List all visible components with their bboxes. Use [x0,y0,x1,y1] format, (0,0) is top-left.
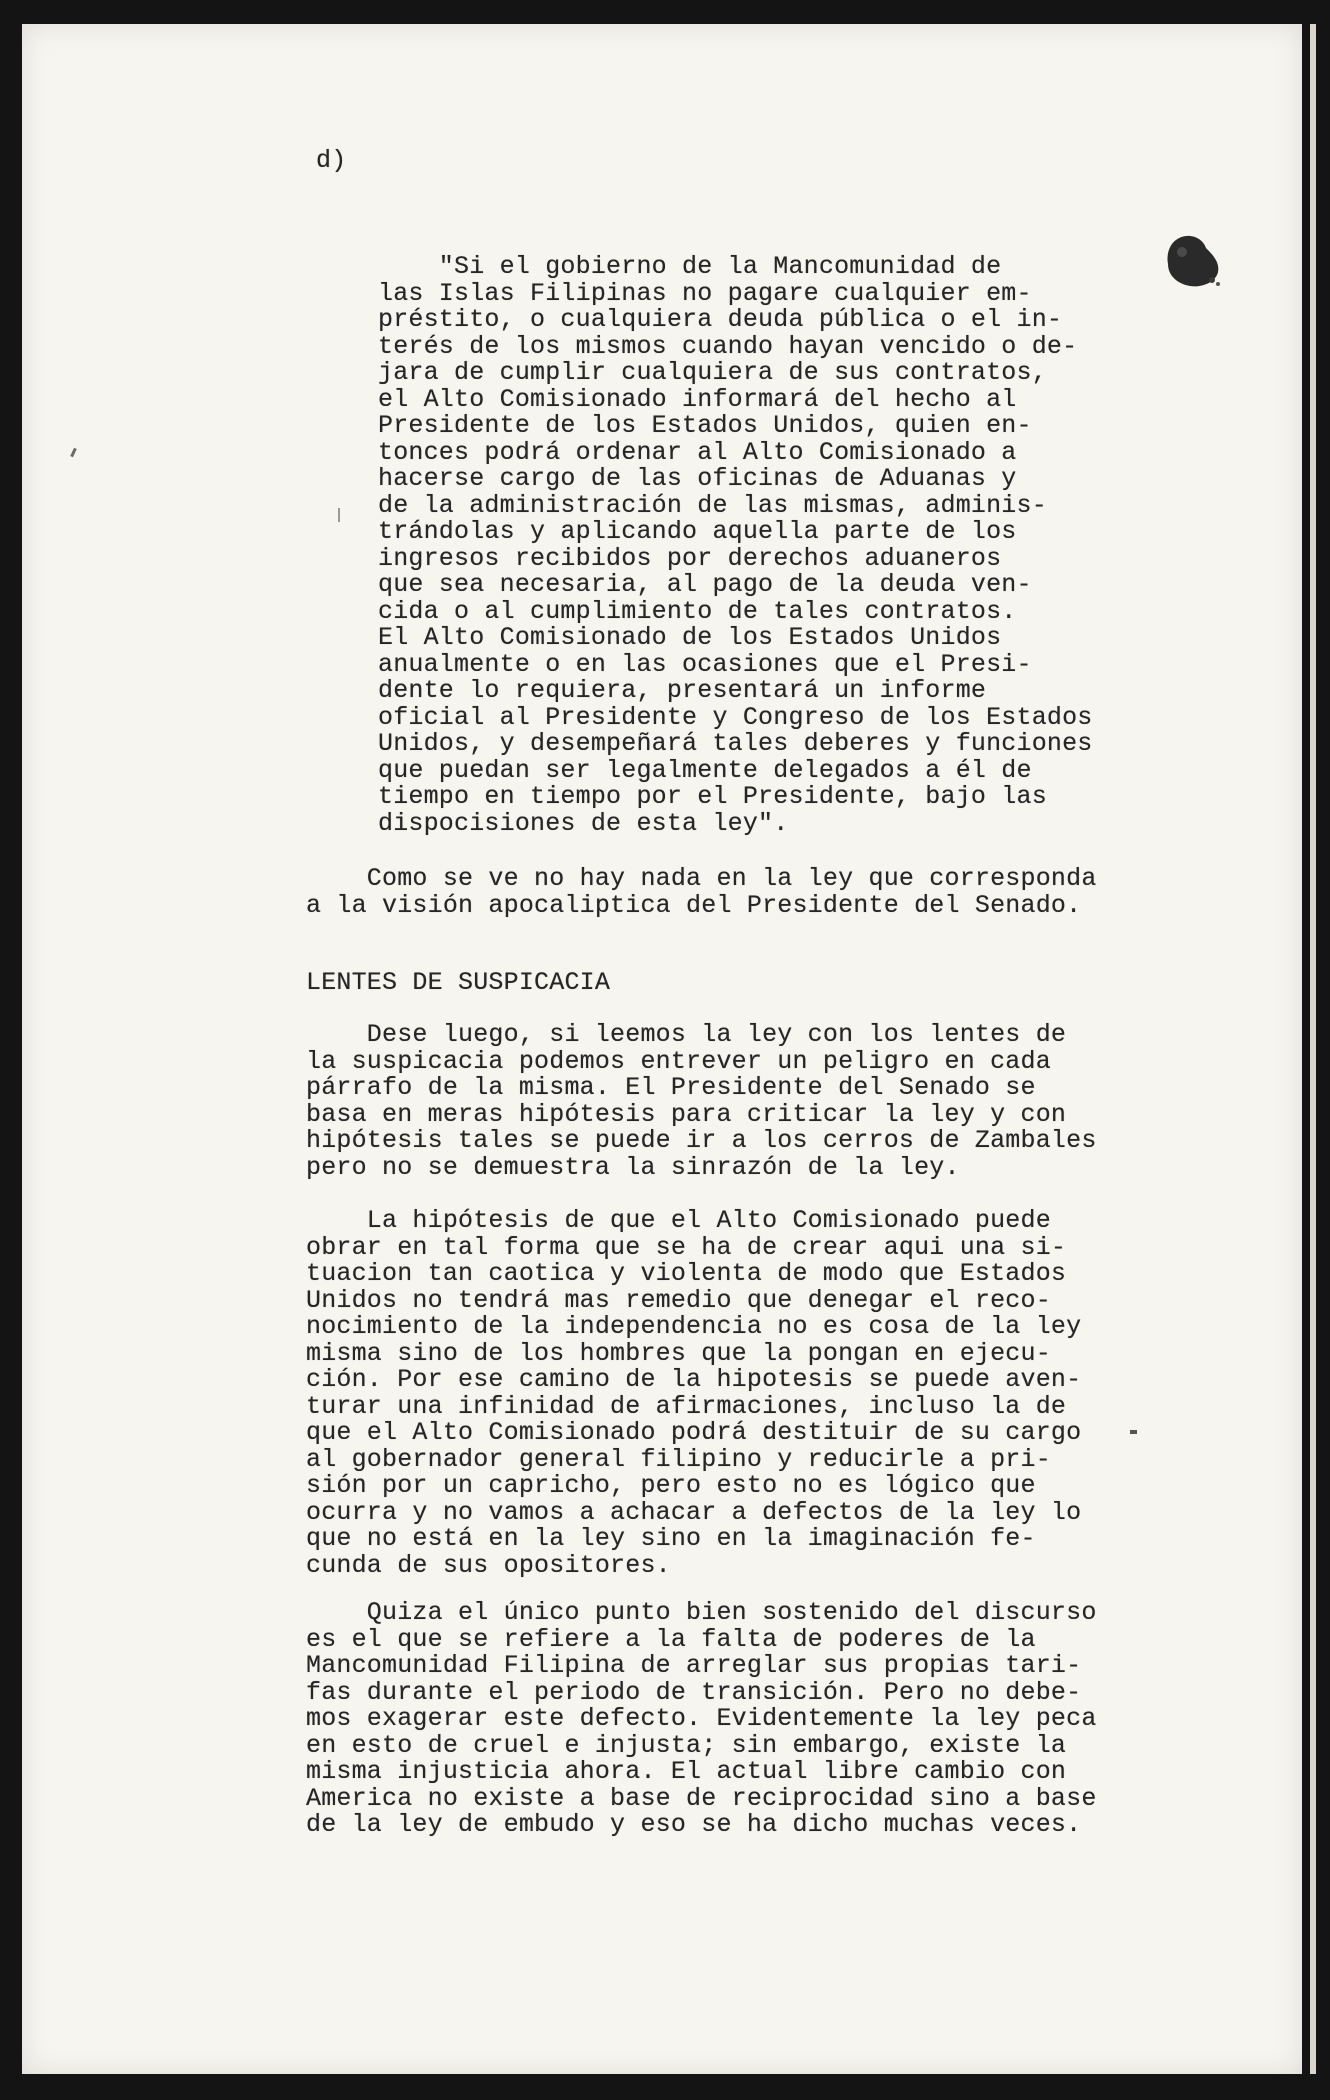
text-line: párrafo de la misma. El Presidente del Senado se [306,1073,1036,1102]
text-line: ción. Por ese camino de la hipotesis se puede aven- [306,1365,1082,1394]
text-line: obrar en tal forma que se ha de crear aqui una si- [306,1232,1067,1262]
text-line: al gobernador general filipino y reducirle a pri- [306,1444,1051,1474]
text-line: tuacion tan caotica y violenta de modo que Estados [306,1259,1067,1288]
text-line: ocurra y no vamos a achacar a defectos de la ley lo [306,1497,1082,1527]
text-line: cida o al cumplimiento de tales contratos. [378,596,1017,626]
text-line: Quiza el único punto bien sostenido del discurso [306,1598,1097,1627]
quoted-law-paragraph [378,254,1093,837]
text-line: hipótesis tales se puede ir a los cerros de Zambales [306,1126,1097,1155]
text-line: hacerse cargo de las oficinas de Aduanas y [378,464,1017,493]
text-line: turar una infinidad de afirmaciones, incluso la de [306,1391,1067,1421]
text-line: trándolas y aplicando aquella parte de los [378,517,1017,546]
stray-mark [338,508,340,522]
text-line: sión por un capricho, pero esto no es lógico que [306,1471,1036,1500]
text-line: dispocisiones de esta ley". [378,808,789,838]
text-line: misma injusticia ahora. El actual libre cambio con [306,1757,1067,1786]
text-line: misma sino de los hombres que la pongan en ejecu- [306,1338,1051,1368]
text-line: mos exagerar este defecto. Evidentemente la ley peca [306,1704,1097,1733]
paragraph-hipotesis [306,1208,1081,1579]
text-line: que no está en la ley sino en la imaginación fe- [306,1524,1036,1553]
paragraph-quiza [306,1600,1097,1839]
text-line: préstito, o cualquiera deuda pública o el in- [378,305,1063,334]
text-line: el Alto Comisionado informará del hecho al [378,384,1017,414]
text-line: anualmente o en las ocasiones que el Presi- [378,649,1032,679]
text-line: pero no se demuestra la sinrazón de la ley. [306,1152,960,1182]
text-line: nocimiento de la independencia no es cosa de la ley [306,1312,1082,1341]
text-line: dente lo requiera, presentará un informe [378,676,987,705]
text-line: Como se ve no hay nada en la ley que corresponda [306,864,1097,893]
text-line: de la ley de embudo y eso se ha dicho muchas veces. [306,1810,1082,1839]
stray-mark [1130,1430,1137,1434]
text-line: tonces podrá ordenar al Alto Comisionado a [378,437,1017,467]
text-line: Dese luego, si leemos la ley con los lentes de [306,1020,1067,1049]
text-line: Unidos no tendrá mas remedio que denegar el reco- [306,1285,1051,1315]
text-line: oficial al Presidente y Congreso de los Estados [378,702,1093,732]
text-line: tiempo en tiempo por el Presidente, bajo las [378,782,1047,811]
text-line: El Alto Comisionado de los Estados Unidos [378,623,1002,652]
text-line: ingresos recibidos por derechos aduaneros [378,543,1002,573]
text-line: terés de los mismos cuando hayan vencido o de- [378,331,1078,361]
text-line: La hipótesis de que el Alto Comisionado puede [306,1206,1051,1235]
text-line: basa en meras hipótesis para criticar la ley y con [306,1099,1067,1129]
text-line: que el Alto Comisionado podrá destituir de su cargo [306,1418,1082,1447]
text-line: la suspicacia podemos entrever un peligro en cada [306,1046,1051,1076]
text-line: Mancomunidad Filipina de arreglar sus propias tari- [306,1651,1082,1680]
text-line: en esto de cruel e injusta; sin embargo, existe la [306,1730,1067,1760]
text-line: Unidos, y desempeñará tales deberes y funciones [378,729,1093,758]
text-line: que puedan ser legalmente delegados a él de [378,755,1032,785]
text-line: las Islas Filipinas no pagare cualquier em- [378,278,1032,308]
text-line: que sea necesaria, al pago de la deuda ven- [378,570,1032,599]
ink-blot-icon [1162,232,1222,290]
text-line: "Si el gobierno de la Mancomunidad de [378,252,1002,281]
text-line: America no existe a base de reciprocidad sino a base [306,1783,1097,1813]
paragraph-como [306,866,1097,919]
paper-edge [1310,24,1316,2074]
section-heading: LENTES DE SUSPICACIA [306,968,611,997]
text-line: jara de cumplir cualquiera de sus contratos, [378,358,1047,387]
text-line: cunda de sus opositores. [306,1550,671,1580]
section-marker: d) [316,146,347,175]
paragraph-dese-luego [306,1022,1097,1181]
text-line: fas durante el periodo de transición. Pero no debe- [306,1677,1082,1707]
text-line: a la visión apocaliptica del Presidente del Senado. [306,890,1082,920]
text-line: es el que se refiere a la falta de poderes de la [306,1624,1036,1654]
text-line: Presidente de los Estados Unidos, quien en- [378,411,1032,440]
text-line: de la administración de las mismas, adminis- [378,490,1047,520]
